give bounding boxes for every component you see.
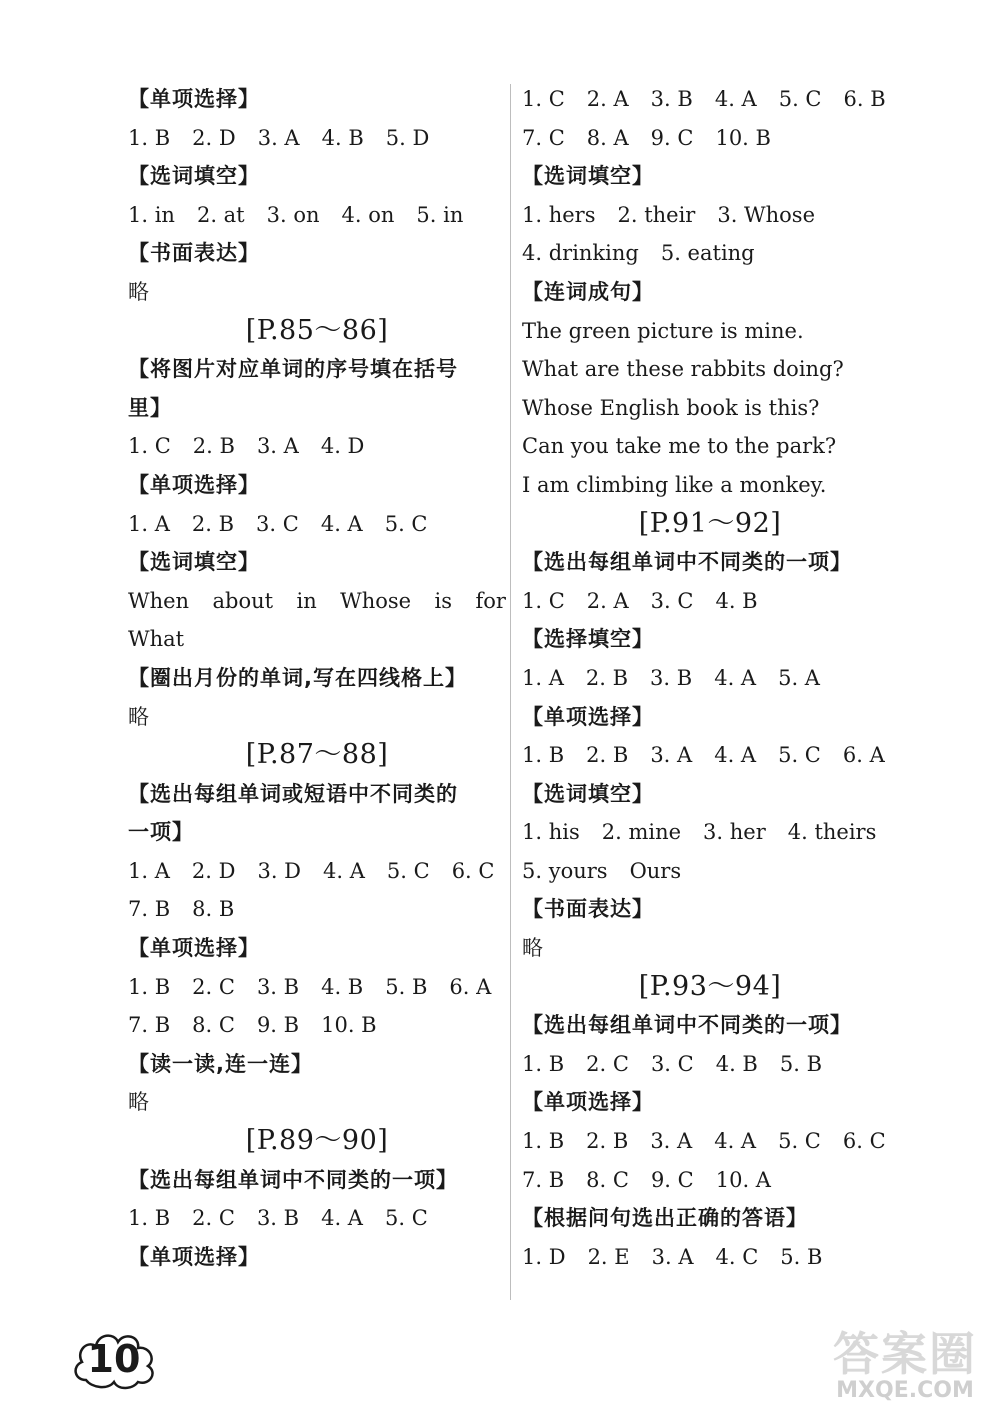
answer-item: 5. C [778,87,822,111]
word-item: is [434,588,453,613]
section-heading: 【连词成句】 [522,279,654,304]
answer-item: 1. A [128,858,170,883]
omitted-note: 略 [522,936,543,961]
answer-row [522,582,780,621]
answer-item: 8. C [192,1013,235,1038]
answer-item: 2. A [586,588,629,613]
section-heading: 一项】 [128,820,194,845]
answer-item: 2. C [192,1206,235,1231]
section-heading: 里】 [128,395,172,420]
answer-item: 6. B [843,87,886,111]
page-range-heading: [P.89～90] [245,1125,389,1157]
section-heading: 【单项选择】 [522,704,654,729]
answer-item: 3. D [257,858,302,883]
answer-item: 6. C [842,1129,886,1154]
answer-item: 7. B [128,897,171,922]
answer-row [128,890,256,929]
answer-item: 2. B [191,511,235,536]
word-item: in [296,588,317,613]
answer-item: 6. C [451,858,495,883]
answer-item: 10. A [715,1167,771,1192]
omitted-note: 略 [128,1090,149,1115]
section-heading: 【选词填空】 [128,550,260,575]
answer-item: 5. B [779,1051,823,1076]
answer-item: 1. hers [522,202,596,227]
answer-item: 1. A [522,665,564,690]
answer-item: 7. B [128,1013,171,1038]
answer-sentence: I am climbing like a monkey. [522,472,827,497]
answer-sentence: Whose English book is this? [522,395,820,420]
answer-item: 3. Whose [717,202,816,227]
answer-item: 1. C [522,588,565,613]
answer-item: 4. B [321,125,364,150]
answer-item: 4. A [714,87,757,111]
answer-item: 2. D [192,125,236,150]
answer-sentence: What [128,627,185,652]
answer-item: 5. C [778,743,821,768]
answer-item: 5. B [385,974,428,999]
answer-item: 3. B [650,87,693,111]
answer-row [522,1122,908,1161]
word-item: for [475,588,506,613]
answer-item: 6. A [842,743,885,768]
answer-row [522,1161,793,1200]
answer-item: 3. A [257,125,300,150]
answer-item: 5. eating [660,241,755,266]
answer-row [128,505,450,544]
answer-item: 3. B [256,974,300,999]
answer-item: 7. C [522,125,565,150]
answer-item: 5. yours [522,858,608,883]
answer-item: 3. A [651,1244,694,1269]
page-range-heading: [P.91～92] [638,507,782,539]
section-heading: 【选出每组单词中不同类的一项】 [128,1167,458,1192]
answer-item: 2. C [192,974,235,999]
answer-item: 2. B [586,1129,629,1154]
answer-item: 4. A [714,665,757,690]
answer-item: 5. C [384,511,428,536]
answer-item: 1. D [522,1244,566,1269]
answer-item: 3. C [256,511,299,536]
watermark-logo [820,1318,990,1408]
answer-row [128,119,451,158]
answer-item: 3. A [650,1129,693,1154]
answer-item: 5. B [780,1244,823,1269]
answer-sentence: Can you take me to the park? [522,434,837,459]
answer-item: 4. B [321,974,364,999]
section-heading: 【书面表达】 [128,241,260,266]
answer-item: 5. C [386,858,430,883]
answer-item: 1. B [522,1129,565,1154]
section-heading: 【选词填空】 [128,164,260,189]
answer-item: 1. B [128,1206,171,1231]
answer-item: 10. B [321,1013,377,1038]
section-heading: 【单项选择】 [128,472,260,497]
answer-item: 2. B [586,743,629,768]
watermark-url: MXQE.COM [836,1378,974,1403]
answer-item: 1. in [128,202,175,227]
answer-item: 8. B [192,897,235,922]
answer-row [128,852,516,891]
answer-item: 4. on [341,202,395,227]
watermark-text: 答案圈 [833,1327,977,1381]
page-range-heading: [P.85～86] [245,314,389,346]
word-item: Whose [340,588,412,613]
answer-row [522,119,793,158]
right-answer-column [522,80,898,1276]
word-item: about [212,588,274,613]
section-heading: 【将图片对应单词的序号填在括号 [128,357,458,382]
answer-item: 1. C [522,87,565,111]
answer-item: 1. his [522,820,580,845]
answer-item: 6. A [449,974,492,999]
answer-row [522,659,842,698]
answer-item: 2. B [192,434,235,459]
page-range-heading: [P.93～94] [638,970,782,1002]
answer-row [128,968,513,1007]
word-item: When [128,588,190,613]
answer-item: 2. E [587,1244,630,1269]
answer-item: 1. B [128,974,171,999]
page-number-badge [68,1326,160,1392]
answer-item: 9. B [256,1013,300,1038]
section-heading: 【书面表达】 [522,897,654,922]
answer-item: 2. C [586,1051,629,1076]
answer-item: 4. theirs [787,820,877,845]
answer-item: 3. C [650,588,694,613]
answer-item: 3. B [650,665,693,690]
section-heading: 【选词填空】 [522,781,654,806]
section-heading: 【根据问句选出正确的答语】 [522,1206,808,1231]
answer-item: 9. C [650,125,694,150]
page-range-heading: [P.87～88] [245,739,389,771]
section-heading: 【圈出月份的单词,写在四线格上】 [128,665,467,690]
answer-item: 4. A [320,511,363,536]
answer-item: 1. C [128,434,171,459]
section-heading: 【单项选择】 [128,1244,260,1269]
column-divider [510,84,511,1300]
section-heading: 【读一读,连一连】 [128,1051,313,1076]
answer-row [522,852,703,891]
answer-item: 5. in [416,202,464,227]
answer-row [522,1238,844,1277]
omitted-note: 略 [128,704,149,729]
answer-item: 3. C [650,1051,694,1076]
answer-row [522,813,898,852]
answer-item: 4. drinking [522,241,639,266]
answer-item: 7. B [522,1167,565,1192]
section-heading: 【选择填空】 [522,627,654,652]
word-bank-row [128,582,506,621]
answer-item: 3. her [703,820,766,845]
answer-item: 4. B [715,588,758,613]
answer-item: 4. C [715,1244,759,1269]
section-heading: 【单项选择】 [522,1090,654,1115]
answer-item: 3. on [266,202,320,227]
answer-row [522,736,907,775]
answer-item: 1. A [128,511,170,536]
answer-row [522,234,777,273]
answer-item: 2. mine [601,820,682,845]
answer-item: 3. B [256,1206,300,1231]
answer-sentence: What are these rabbits doing? [522,357,844,382]
answer-item: 1. B [128,125,171,150]
answer-item: 5. C [778,1129,821,1154]
answer-item: 8. C [586,1167,629,1192]
answer-item: 3. A [650,743,693,768]
answer-row [128,1006,399,1045]
answer-item: 4. B [715,1051,758,1076]
section-heading: 【选词填空】 [522,164,654,189]
left-answer-column [128,80,506,1276]
answer-row [522,1045,844,1084]
answer-sentence: The green picture is mine. [522,318,804,343]
answer-item: 4. D [320,434,365,459]
answer-item: 4. A [714,1129,757,1154]
answer-item: 4. A [321,1206,363,1231]
answer-row [128,196,485,235]
answer-item: 3. A [256,434,299,459]
answer-item: 10. B [715,125,771,150]
answer-item: 9. C [650,1167,694,1192]
answer-item: 8. A [586,125,629,150]
answer-item: 4. A [714,743,757,768]
answer-item: 2. A [586,87,629,111]
answer-row [128,1199,450,1238]
answer-item: 5. D [385,125,430,150]
section-heading: 【单项选择】 [128,87,260,111]
answer-item: 2. B [585,665,629,690]
page-number: 10 [87,1337,141,1381]
omitted-note: 略 [128,279,149,304]
section-heading: 【单项选择】 [128,936,260,961]
answer-item: 2. their [617,202,696,227]
answer-row [128,427,386,466]
answer-row [522,80,908,119]
answer-item: 2. at [196,202,245,227]
section-heading: 【选出每组单词中不同类的一项】 [522,550,852,575]
section-heading: 【选出每组单词或短语中不同类的 [128,781,458,806]
answer-item: 2. D [191,858,236,883]
answer-item: Ours [629,858,682,883]
answer-item: 4. A [323,858,365,883]
section-heading: 【选出每组单词中不同类的一项】 [522,1013,852,1038]
answer-item: 1. B [522,743,565,768]
answer-row [522,196,837,235]
answer-item: 5. A [778,665,820,690]
answer-item: 1. B [522,1051,565,1076]
answer-item: 5. C [384,1206,428,1231]
